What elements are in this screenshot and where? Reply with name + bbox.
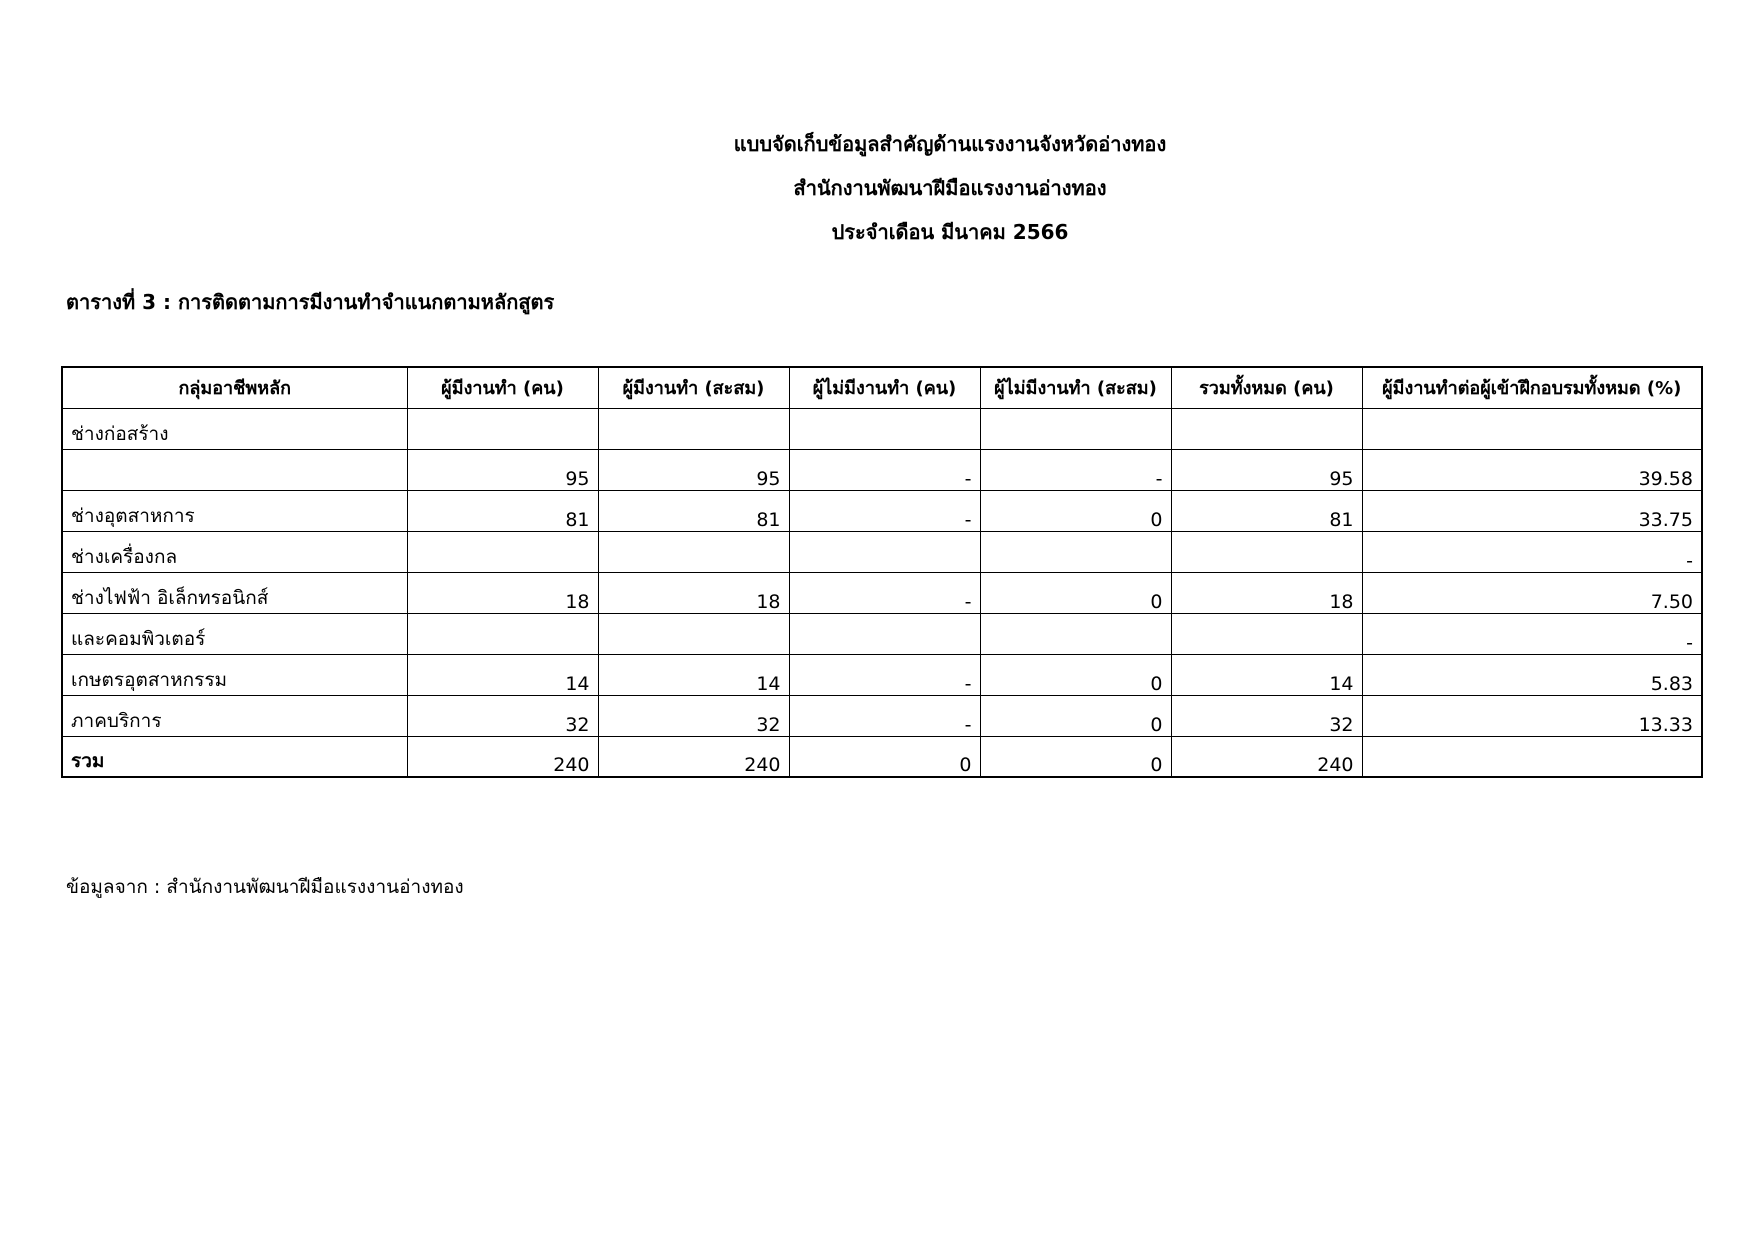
unemployed-cumulative-cell: 0 — [980, 654, 1171, 695]
table-row — [62, 490, 1702, 531]
unemployed-cumulative-cell: - — [980, 449, 1171, 490]
employed-cell — [407, 613, 598, 654]
column-header-employed-cumulative: ผู้มีงานทำ (สะสม) — [598, 367, 789, 408]
employed-cumulative-cell: 95 — [598, 449, 789, 490]
employment-rate-cell: 5.83 — [1362, 654, 1702, 695]
unemployed-cumulative-cell: 0 — [980, 490, 1171, 531]
table-row — [62, 572, 1702, 613]
column-header-employed: ผู้มีงานทำ (คน) — [407, 367, 598, 408]
total-cell: 18 — [1171, 572, 1362, 613]
total-cell: 81 — [1171, 490, 1362, 531]
unemployed-cumulative-cell: 0 — [980, 572, 1171, 613]
column-header-unemployed-cumulative: ผู้ไม่มีงานทำ (สะสม) — [980, 367, 1171, 408]
employment-rate-cell: 7.50 — [1362, 572, 1702, 613]
unemployed-cell — [789, 408, 980, 449]
employed-cumulative-cell: 14 — [598, 654, 789, 695]
occupation-group-cell: ช่างไฟฟ้า อิเล็กทรอนิกส์ — [62, 572, 407, 613]
unemployed-cell: - — [789, 654, 980, 695]
total-employment-rate — [1362, 736, 1702, 777]
unemployed-cumulative-cell — [980, 531, 1171, 572]
total-cell: 32 — [1171, 695, 1362, 736]
employed-cell — [407, 531, 598, 572]
total-employed: 240 — [407, 736, 598, 777]
employed-cumulative-cell — [598, 613, 789, 654]
employed-cell: 95 — [407, 449, 598, 490]
employment-rate-cell: 13.33 — [1362, 695, 1702, 736]
occupation-group-cell: ช่างก่อสร้าง — [62, 408, 407, 449]
table-caption: ตารางที่ 3 : การติดตามการมีงานทำจำแนกตามหลักสูตร — [66, 290, 555, 314]
employment-rate-cell: - — [1362, 531, 1702, 572]
total-unemployed-cumulative: 0 — [980, 736, 1171, 777]
column-header-total: รวมทั้งหมด (คน) — [1171, 367, 1362, 408]
office-name: สำนักงานพัฒนาฝีมือแรงงานอ่างทอง — [793, 176, 1107, 200]
total-all: 240 — [1171, 736, 1362, 777]
employed-cumulative-cell — [598, 408, 789, 449]
employment-table — [61, 366, 1703, 778]
total-unemployed: 0 — [789, 736, 980, 777]
total-employed-cumulative: 240 — [598, 736, 789, 777]
occupation-group-cell: ภาคบริการ — [62, 695, 407, 736]
employed-cumulative-cell: 32 — [598, 695, 789, 736]
total-cell: 14 — [1171, 654, 1362, 695]
total-cell — [1171, 408, 1362, 449]
unemployed-cell: - — [789, 572, 980, 613]
unemployed-cumulative-cell: 0 — [980, 695, 1171, 736]
total-cell — [1171, 613, 1362, 654]
table-row — [62, 654, 1702, 695]
column-header-employment-rate: ผู้มีงานทำต่อผู้เข้าฝึกอบรมทั้งหมด (%) — [1362, 367, 1702, 408]
employment-rate-cell — [1362, 408, 1702, 449]
employment-rate-cell: 33.75 — [1362, 490, 1702, 531]
table-row — [62, 531, 1702, 572]
total-cell: 95 — [1171, 449, 1362, 490]
employed-cumulative-cell — [598, 531, 789, 572]
occupation-group-cell — [62, 449, 407, 490]
report-period: ประจำเดือน มีนาคม 2566 — [831, 220, 1069, 244]
table-row — [62, 695, 1702, 736]
employed-cell — [407, 408, 598, 449]
total-cell — [1171, 531, 1362, 572]
occupation-group-cell: ช่างเครื่องกล — [62, 531, 407, 572]
occupation-group-cell: และคอมพิวเตอร์ — [62, 613, 407, 654]
page-header — [620, 122, 1280, 254]
employment-rate-cell: - — [1362, 613, 1702, 654]
employed-cell: 18 — [407, 572, 598, 613]
employment-rate-cell: 39.58 — [1362, 449, 1702, 490]
employed-cumulative-cell: 18 — [598, 572, 789, 613]
table-row — [62, 408, 1702, 449]
table-row — [62, 449, 1702, 490]
unemployed-cell: - — [789, 490, 980, 531]
total-label: รวม — [62, 736, 407, 777]
table-header-row — [62, 367, 1702, 408]
employed-cell: 14 — [407, 654, 598, 695]
unemployed-cell: - — [789, 449, 980, 490]
column-header-occupation-group: กลุ่มอาชีพหลัก — [62, 367, 407, 408]
source-note: ข้อมูลจาก : สำนักงานพัฒนาฝีมือแรงงานอ่างทอง — [66, 876, 464, 898]
occupation-group-cell: เกษตรอุตสาหกรรม — [62, 654, 407, 695]
unemployed-cumulative-cell — [980, 613, 1171, 654]
unemployed-cumulative-cell — [980, 408, 1171, 449]
total-row — [62, 736, 1702, 777]
occupation-group-cell: ช่างอุตสาหการ — [62, 490, 407, 531]
unemployed-cell — [789, 531, 980, 572]
unemployed-cell — [789, 613, 980, 654]
table-row — [62, 613, 1702, 654]
employed-cell: 32 — [407, 695, 598, 736]
unemployed-cell: - — [789, 695, 980, 736]
employed-cumulative-cell: 81 — [598, 490, 789, 531]
column-header-unemployed: ผู้ไม่มีงานทำ (คน) — [789, 367, 980, 408]
employed-cell: 81 — [407, 490, 598, 531]
report-title: แบบจัดเก็บข้อมูลสำคัญด้านแรงงานจังหวัดอ่างทอง — [733, 132, 1167, 156]
